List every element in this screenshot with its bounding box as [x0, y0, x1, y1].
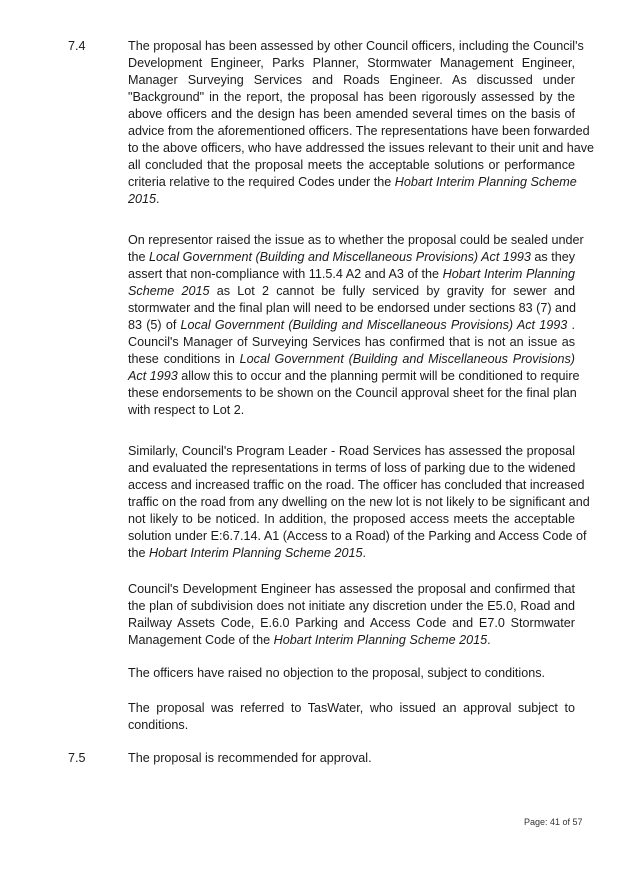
- text-line: [128, 191, 575, 208]
- text-line: [128, 632, 575, 649]
- text-line: [128, 581, 575, 598]
- text-run: Management Code of the: [128, 633, 274, 647]
- text-run: .: [567, 318, 575, 332]
- text-run: access and increased traffic on the road. The officer has concluded that increased: [128, 478, 585, 492]
- text-run: to the above officers, who have addressed the issues relevant to their unit and have: [128, 141, 595, 155]
- text-run: The proposal is recommended for approval.: [128, 751, 372, 765]
- text-run: as Lot 2 cannot be fully serviced by gravity for sewer and: [209, 284, 576, 298]
- text-run: Similarly, Council's Program Leader - Road Services has assessed the proposal: [128, 444, 575, 458]
- text-line: [128, 140, 595, 157]
- text-run: assert that non-compliance with 11.5.4 A2 and A3 of the: [128, 267, 443, 281]
- text-line: [128, 283, 575, 300]
- text-line: [128, 598, 575, 615]
- italic-citation: Hobart Interim Planning Scheme 2015: [273, 633, 488, 647]
- italic-citation: 2015: [128, 192, 157, 206]
- text-run: the: [128, 250, 150, 264]
- italic-citation: Act 1993: [128, 369, 178, 383]
- text-line: [128, 72, 575, 89]
- text-run: all concluded that the proposal meets the acceptable solutions or performance: [128, 158, 575, 172]
- text-line: [128, 89, 575, 106]
- text-run: these conditions in: [128, 352, 240, 366]
- text-run: Railway Assets Code, E.6.0 Parking and Access Code and E7.0 Stormwater: [128, 616, 575, 630]
- text-run: .: [156, 192, 160, 206]
- text-run: 83 (5) of: [128, 318, 181, 332]
- text-run: conditions.: [128, 718, 189, 732]
- text-run: Council's Development Engineer has assessed the proposal and confirmed that: [128, 582, 575, 596]
- text-line: [128, 700, 575, 717]
- text-line: [128, 351, 575, 368]
- text-line: [128, 368, 580, 385]
- text-line: [128, 300, 575, 317]
- section-number-7-5: 7.5: [68, 751, 86, 765]
- text-run: criteria relative to the required Codes under the: [128, 175, 395, 189]
- text-run: Manager Surveying Services and Roads Engineer. As discussed under: [128, 73, 575, 87]
- text-run: above officers and the design has been amended several times on the basis of: [128, 107, 575, 121]
- text-line: [128, 443, 575, 460]
- text-line: [128, 249, 575, 266]
- text-line: [128, 615, 575, 632]
- text-line: [128, 511, 575, 528]
- text-run: advice from the aforementioned officers. The representations have been forwarded: [128, 124, 590, 138]
- text-run: the plan of subdivision does not initiate any discretion under the E5.0, Road and: [128, 599, 575, 613]
- italic-citation: Local Government (Building and Miscellaneous Provisions) Act 1993: [149, 250, 531, 264]
- text-run: with respect to Lot 2.: [128, 403, 245, 417]
- text-run: Development Engineer, Parks Planner, Stormwater Management Engineer,: [128, 56, 575, 70]
- italic-citation: Hobart Interim Planning: [442, 267, 575, 281]
- italic-citation: Local Government (Building and Miscellaneous Provisions): [239, 352, 575, 366]
- text-line: [128, 106, 575, 123]
- text-run: these endorsements to be shown on the Council approval sheet for the final plan: [128, 386, 577, 400]
- text-line: [128, 545, 575, 562]
- page-number-footer: Page: 41 of 57: [524, 817, 583, 827]
- text-run: allow this to occur and the planning permit will be conditioned to require: [177, 369, 580, 383]
- text-run: as they: [530, 250, 576, 264]
- text-run: the: [128, 546, 150, 560]
- text-run: The proposal was referred to TasWater, who issued an approval subject to: [128, 701, 575, 715]
- text-line: [128, 665, 575, 682]
- text-line: [128, 402, 575, 419]
- text-run: The officers have raised no objection to the proposal, subject to conditions.: [128, 666, 546, 680]
- text-line: [128, 266, 575, 283]
- text-run: traffic on the road from any dwelling on the new lot is not likely to be significant and: [128, 495, 590, 509]
- italic-citation: Hobart Interim Planning Scheme 2015: [149, 546, 363, 560]
- text-line: [128, 55, 575, 72]
- text-line: [128, 528, 587, 545]
- text-line: [128, 494, 590, 511]
- text-line: [128, 174, 575, 191]
- text-line: [128, 460, 575, 477]
- text-line: [128, 477, 585, 494]
- text-line: [128, 157, 575, 174]
- text-run: On representor raised the issue as to whether the proposal could be sealed under: [128, 233, 584, 247]
- text-run: Council's Manager of Surveying Services has confirmed that is not an issue as: [128, 335, 575, 349]
- italic-citation: Hobart Interim Planning Scheme: [394, 175, 577, 189]
- text-run: solution under E:6.7.14. A1 (Access to a Road) of the Parking and Access Code of: [128, 529, 587, 543]
- text-run: The proposal has been assessed by other Council officers, including the Council's: [128, 39, 584, 53]
- section-number-7-4: 7.4: [68, 39, 86, 53]
- text-run: "Background" in the report, the proposal has been rigorously assessed by the: [128, 90, 575, 104]
- text-run: stormwater and the final plan will need to be endorsed under sections 83 (7) and: [128, 301, 577, 315]
- text-line: [128, 717, 575, 734]
- text-line: [128, 317, 575, 334]
- text-run: and evaluated the representations in terms of loss of parking due to the widened: [128, 461, 576, 475]
- italic-citation: Scheme 2015: [128, 284, 210, 298]
- text-line: [128, 232, 584, 249]
- text-line: [128, 123, 590, 140]
- text-line: [128, 385, 575, 402]
- text-run: .: [362, 546, 367, 560]
- text-line: [128, 38, 584, 55]
- italic-citation: Local Government (Building and Miscellaneous Provisions) Act 1993: [180, 318, 568, 332]
- text-run: .: [487, 633, 491, 647]
- text-line: [128, 334, 575, 351]
- text-run: not likely to be noticed. In addition, the proposed access meets the acceptable: [128, 512, 575, 526]
- text-line: [128, 750, 575, 767]
